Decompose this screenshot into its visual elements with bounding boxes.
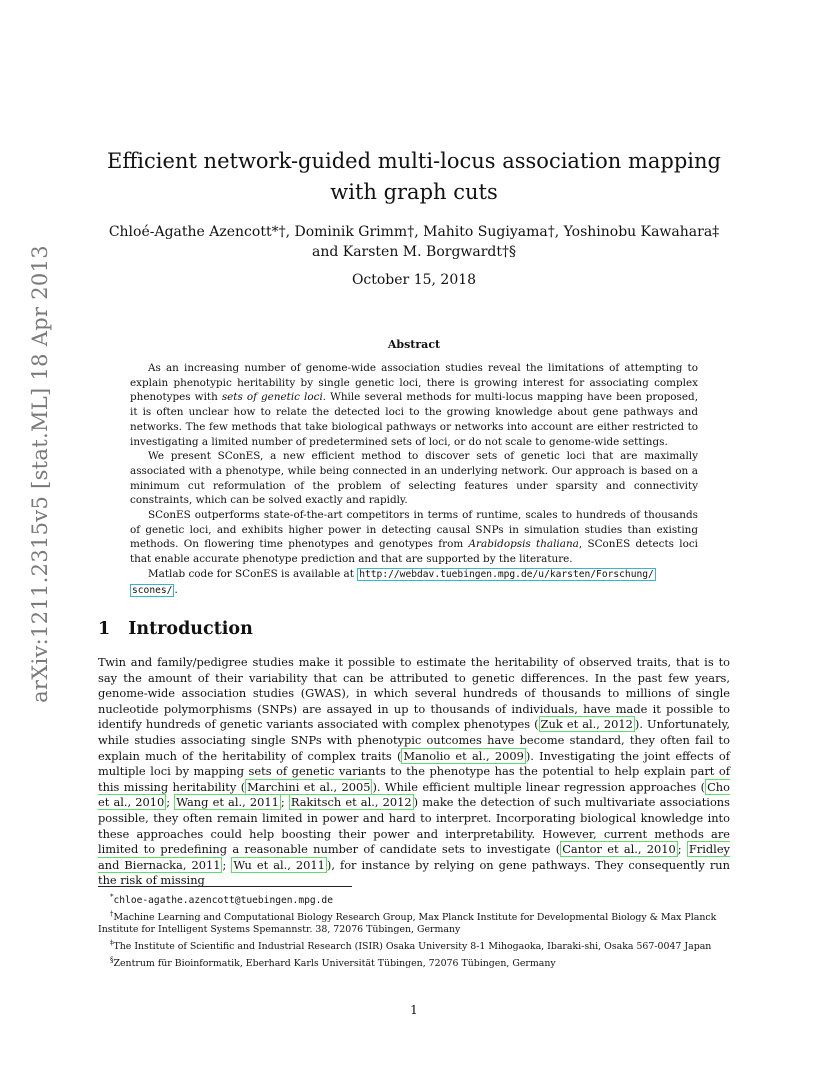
section-title: Introduction: [128, 619, 253, 639]
abstract-heading: Abstract: [387, 338, 441, 351]
author-list: [98, 222, 730, 262]
citation-link[interactable]: Cho et al., 2010: [98, 779, 730, 810]
footnote-affiliation-2: ‡The Institute of Scientific and Industrial Research (ISIR) Osaka University 8-1 Mihogaoka, Ibaraki-shi, Osaka 567-0047 Japan: [110, 939, 712, 953]
citation-link[interactable]: Cantor et al., 2010: [562, 842, 676, 857]
citation-link[interactable]: Wu et al., 2011: [233, 857, 325, 872]
citation-link[interactable]: Manolio et al., 2009: [403, 748, 524, 763]
section-heading-introduction: [98, 619, 253, 639]
emphasis-sets-of-loci: sets of genetic loci.: [221, 391, 327, 404]
footnotes: [98, 891, 730, 970]
abstract-paragraph-3: SConES outperforms state-of-the-art competitors in terms of runtime, scales to hundreds of thousands of genetic loci, and exhibits higher power in detecting causal SNPs in simulation studies than existing methods. On flowering time phenotypes and genotypes from Arabidopsis thaliana, SConES detects loci that enable accurate phenotype prediction and that are supported by the literature.: [130, 509, 698, 566]
abstract-paragraph-2: We present SConES, a new efficient method to discover sets of genetic loci that are maximally associated with a phenotype, while being connected in an underlying network. Our approach is based on a minimum cut reformulation of the problem of selecting features under sparsity and connectivity constraints, which can be solved exactly and rapidly.: [130, 450, 698, 507]
page-number: 1: [410, 1003, 418, 1017]
paper-title: Efficient network-guided multi-locus association mapping with graph cuts: [107, 149, 721, 204]
emphasis-species: Arabidopsis thaliana: [468, 538, 579, 551]
footnote-email: *chloe-agathe.azencott@tuebingen.mpg.de: [110, 893, 333, 907]
footnote-divider: [98, 886, 352, 887]
paper-date: October 15, 2018: [351, 272, 477, 288]
author-line-2: and Karsten M. Borgwardt†§: [311, 244, 517, 260]
section-number: 1: [98, 619, 111, 639]
author-line-1: Chloé-Agathe Azencott*†, Dominik Grimm†, Mahito Sugiyama†, Yoshinobu Kawahara‡: [108, 224, 720, 240]
abstract-body: [130, 361, 698, 598]
abstract-paragraph-1: As an increasing number of genome-wide association studies reveal the limitations of attempting to explain phenotypic heritability by single genetic loci, there is growing interest for associating complex phenotypes with sets of genetic loci. While several methods for multi-locus mapping have been proposed, it is often unclear how to relate the detected loci to the growing knowledge about gene pathways and networks. The few methods that take biological pathways or networks into account are either restricted to investigating a limited number of predetermined sets of loci, or do not scale to genome-wide settings.: [130, 362, 698, 448]
citation-link[interactable]: Fridley and Biernacka, 2011: [98, 842, 730, 872]
code-url-link[interactable]: http://webdav.tuebingen.mpg.de/u/karsten/Forschung/: [359, 568, 654, 580]
footnote-affiliation-1: †Machine Learning and Computational Biology Research Group, Max Planck Institute for Developmental Biology & Max Planck Institute for Intelligent Systems Spemannstr. 38, 72076 Tübingen, Germany: [98, 909, 717, 936]
citation-link[interactable]: Marchini et al., 2005: [247, 779, 371, 794]
code-url-link-continued[interactable]: scones/: [132, 584, 173, 596]
citation-link[interactable]: Wang et al., 2011: [176, 795, 279, 810]
citation-link[interactable]: Zuk et al., 2012: [540, 717, 633, 732]
abstract-paragraph-4: Matlab code for SConES is available at http://webdav.tuebingen.mpg.de/u/karsten/Forschung/ scones/ .: [132, 567, 654, 596]
arxiv-identifier: arXiv:1211.2315v5 [stat.ML] 18 Apr 2013: [28, 245, 52, 703]
citation-link[interactable]: Rakitsch et al., 2012: [290, 795, 412, 810]
introduction-paragraph: Twin and family/pedigree studies make it possible to estimate the heritability of observed traits, that is to say the amount of their variability that can be attributed to genetic differences. In the past few years, genome-wide association studies (GWAS), in which several hundreds of thousands to millions of single nucleotide polymorphisms (SNPs) are assayed in up to thousands of individuals, have made it possible to identify hundreds of genetic variants associated with complex phenotypes ( Zuk et al., 2012 ). Unfortunately, while studies associating single SNPs with phenotypic outcomes have become standard, they often fail to explain much of the heritability of complex traits ( Manolio et al., 2009 ). Investigating the joint effects of multiple loci by mapping sets of genetic variants to the phenotype has the potential to help explain part of this missing heritability ( Marchini et al., 2005 ). While efficient multiple linear regression approaches ( Cho et al., 2010 ; Wang et al., 2011 ; Rakitsch et al., 2012 ) make the detection of such multivariate associations possible, they often remain limited in power and hard to interpret. Incorporating biological knowledge into these approaches could help boosting their power and interpretability. However, current methods are limited to predefining a reasonable number of candidate sets to investigate ( Cantor et al., 2010 ; Fridley and Biernacka, 2011 ; Wu et al., 2011 ), for instance by relying on gene pathways. They consequently run the risk of missing: [98, 655, 731, 888]
footnote-affiliation-3: §Zentrum für Bioinformatik, Eberhard Karls Universität Tübingen, 72076 Tübingen, Germany: [110, 955, 556, 969]
